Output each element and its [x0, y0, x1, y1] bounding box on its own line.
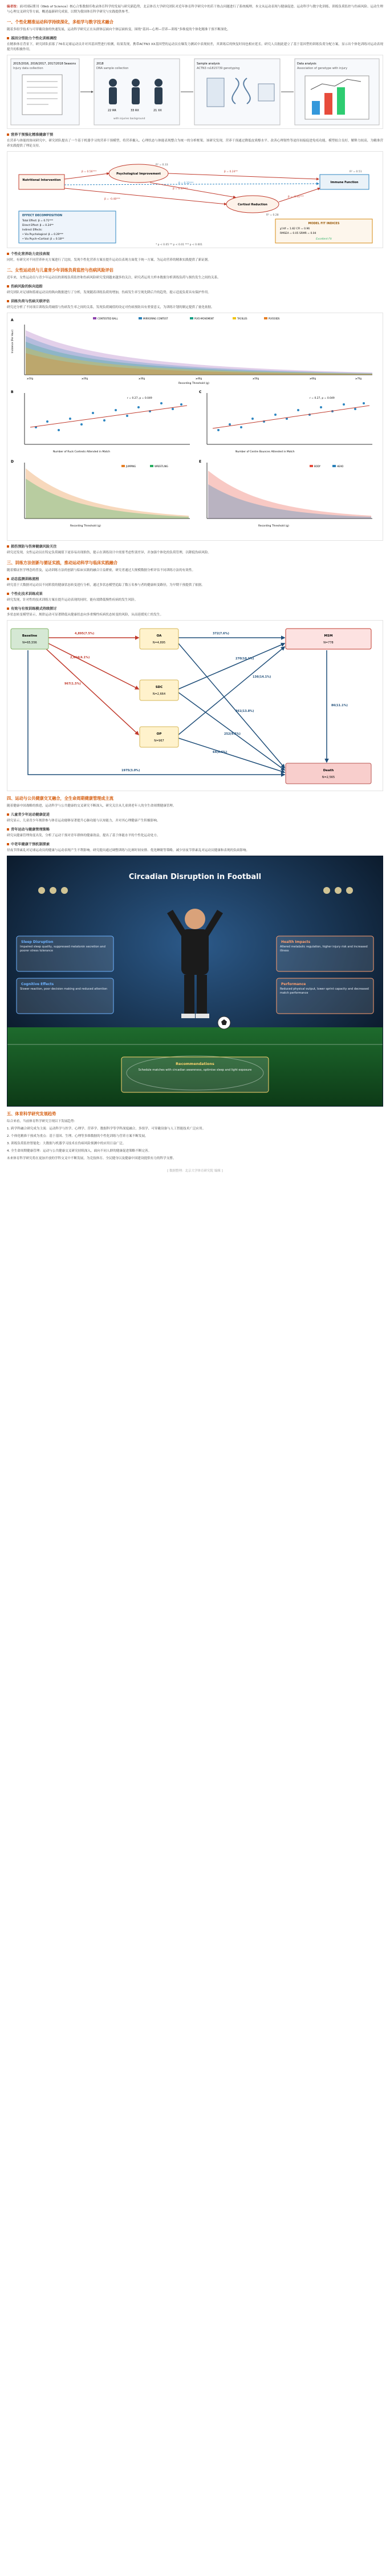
a-tick-2: ≥30g	[139, 377, 145, 380]
d-legend-0: JUMPING	[126, 465, 136, 468]
svg-text:SDC: SDC	[155, 686, 163, 689]
d-legend-1: WRESTLING	[155, 465, 168, 468]
s1-sub3-heading	[7, 251, 383, 256]
with-injury-note: with injuries background	[113, 118, 145, 120]
section-1-intro: 随着多组学技术与可穿戴设备的快速发展，运动科学研究正在从群体层面向个体层面转变，围绕“基因—心理—营养—训练”多维度的个体化精准干预不断深化。	[7, 28, 230, 31]
health-impacts-card: Health Impacts Altered metabolic regulation, higher injury risk and increased illness	[277, 936, 373, 971]
s3-sub2-heading	[7, 591, 383, 596]
fit-title: MODEL FIT INDICES	[308, 222, 340, 225]
bullet-marker	[7, 253, 9, 255]
s1-sub2-heading	[7, 132, 383, 137]
edge-msm-death: 86(11.1%)	[331, 704, 348, 707]
poster-title: Circadian Disruption in Football	[128, 873, 262, 881]
svg-text:PLYO-MOVEMENT: PLYO-MOVEMENT	[194, 317, 214, 320]
s3-p3: 多状态转变模型显示，规律运动可显著降低从健康状态向多重慢性疾病状态转变的风险，从而延缓死亡的发生。	[7, 613, 164, 617]
intro-paragraph	[7, 5, 383, 15]
study-design-figure	[7, 55, 383, 129]
performance-card: Performance Reduced physical output, lower sprint capacity and decreased match performance	[277, 978, 373, 1014]
panel-c-label: C	[199, 390, 202, 394]
s2-p2: 研究还分析了不同项目训练负荷阈值与伤病发生率之间的关系，发现负荷阈值的设定对伤病预防具有重要意义，为训练计划的制定提供了量化依据。	[7, 306, 214, 309]
svg-text:Baseline: Baseline	[22, 634, 38, 638]
s4-sub3-text: 中老年健康干预机制探索	[11, 843, 50, 846]
section-5-intro: 综合来看，当前体育科学研究呈现以下发展趋势：	[7, 1120, 78, 1123]
node-baseline	[11, 629, 48, 649]
s1-sub1-text: 基因分型助力个性化训练调控	[11, 37, 57, 40]
study-design-svg	[7, 55, 383, 128]
intro-lead: 编者按：	[7, 5, 20, 9]
panel-b-stat: r = 0.27, p = 0.049	[127, 397, 152, 400]
path-b: β = 0.24**	[224, 171, 238, 173]
s3-p2: 研究发现，针对性的技术训练方案在提升运动表现的同时，能有效降低慢性疾病的发生风险。	[7, 598, 138, 602]
path-a: β = 0.56***	[82, 171, 97, 173]
svg-text:N=65,556: N=65,556	[22, 641, 37, 645]
edge-op-msm: 136(14.1%)	[253, 675, 271, 679]
node-sdc	[140, 680, 178, 700]
section-5-title: 五、体育科学研究发展趋势	[7, 1111, 56, 1116]
mediation-model-figure	[7, 151, 383, 248]
a-tick-6: ≥70g	[355, 377, 361, 380]
r2-immune: R² = 0.51	[350, 171, 362, 173]
mediation-svg	[7, 152, 383, 248]
group-rx: 33 RX	[131, 109, 139, 112]
bullet-marker	[7, 607, 9, 610]
panel-b-title: 2018	[96, 62, 104, 66]
circadian-poster	[7, 856, 383, 1107]
svg-text:Cognitive Effects: Cognitive Effects	[21, 982, 54, 986]
svg-text:PLYOOIDS: PLYOOIDS	[269, 317, 280, 320]
edge-baseline-oa: 4,895(7.5%)	[75, 632, 95, 635]
s3-sub1-heading	[7, 576, 383, 581]
s1-p1: 在精准体育背景下，研究团队招募了76名足球运动员并对其基因型进行检测，结果发现，携带ACTN3 XX基因型的运动员在爆发力测试中表现较差，其训练后的恢复时间也相应延长。研究人员据此建立了基于基因型的训练负荷分配方案，显示出个体化训练对运动表现提升的积极作用。	[7, 43, 383, 51]
a-tick-4: ≥50g	[253, 377, 259, 380]
s1-sub1-heading	[7, 35, 383, 40]
panel-d-label: D	[11, 460, 14, 464]
effect-3: • Via Psychological: β = 0.29***	[22, 233, 64, 236]
panel-b-sub: DNA sample collection	[96, 67, 129, 70]
s4-p3: 昼夜节律紊乱对足球运动员的健康与运动表现产生不利影响。研究提出通过调整训练与比赛时间安排、优化睡眠等策略，减少昼夜节律紊乱对运动员健康和表现的负面影响。	[7, 849, 250, 852]
fit-1: RMSEA = 0.05 SRMR = 0.04	[280, 232, 316, 235]
intro-text: 面对国际期刊《Web of Science》核心合集数据库收录体育科学的发展与研究新趋势，北京体育大学研究团队对近年体育科学研究中的若干热点问题进行了系统梳理。本文从运动表现与健康促进、运动科学与数字化训练、训练负荷监控与伤病风险、运动生理与心理交叉研究等方面，概述最新研究成果，以期为我国体育科学研究与实践提供参考。	[7, 5, 383, 14]
fit-0: χ²/df = 1.82 CFI = 0.96	[280, 228, 310, 230]
cognitive-effects-card: Cognitive Effects Slower reaction, poor decision making and reduced attention	[17, 978, 113, 1014]
r2-cortisol: R² = 0.28	[266, 214, 279, 217]
panel-c-title: Sample analysis	[197, 62, 220, 66]
group-rr: 22 RR	[108, 109, 116, 112]
panel-c-sub: ACTN3 rs1815739 genotyping	[197, 67, 240, 70]
s2-sub2-text: 训练负荷与伤病关联评估	[11, 299, 50, 303]
a-tick-0: ≥10g	[27, 377, 33, 380]
svg-text:CONTESTED BALL: CONTESTED BALL	[98, 317, 118, 320]
significance-legend: * p < 0.05 ** p < 0.01 *** p < 0.001	[156, 244, 203, 246]
circadian-svg	[7, 856, 383, 1106]
path-e: β = 0.32***	[178, 182, 194, 185]
panel-c-stat: r = 0.27, p = 0.049	[310, 397, 335, 400]
svg-text:Recommendations: Recommendations	[176, 1062, 214, 1066]
bullet-marker	[7, 813, 9, 816]
cortisol-label: Cortisol Reduction	[238, 203, 267, 206]
a-tick-3: ≥40g	[196, 377, 202, 380]
load-injury-figure	[7, 313, 383, 541]
panel-e-xlabel: Recording Threshold (g)	[258, 525, 289, 528]
bullet-marker	[7, 545, 9, 548]
s2-p1: 研究团队对足球和篮球运动员的纵向数据进行了分析，发现随着训练负荷的增加，伤病发生率呈现先降后升的趋势，提示适度负荷具有保护作用。	[7, 291, 212, 294]
svg-text:N=967: N=967	[154, 739, 164, 743]
bullet-marker	[7, 285, 9, 287]
s2-p3: 研究还发现，女性运动员在特定负荷阈值下更容易出现损伤，提示在训练设计中需要考虑性别差异，并加强个体化的负荷管理，以降低伤病风险。	[7, 551, 212, 554]
edge-op-death: 64(6.6%)	[213, 751, 228, 754]
svg-text:MIRRORING CONTEST: MIRRORING CONTEST	[143, 317, 168, 320]
s3-sub2-text: 个性化技术训练成果	[11, 592, 43, 596]
s2-sub3-text: 损伤预防与伤害健康风险关注	[11, 545, 57, 549]
panel-a-xlabel: Recording Threshold (g)	[178, 382, 209, 385]
svg-text:Death: Death	[323, 769, 334, 772]
panel-b-trend	[30, 406, 187, 427]
panel-c-trend	[213, 406, 369, 428]
s2-sub1-text: 伤病风险的纵向追踪	[11, 285, 43, 289]
edge-baseline-sdc: 2,664(4.1%)	[70, 656, 90, 659]
node-death	[286, 763, 371, 784]
s3-sub3-text: 有效与有效训练模式持续探讨	[11, 607, 57, 611]
trend-item-4: 4. 全生命周期健康管理：运动与公共健康交叉研究持续深入，面向不同人群的健康促进策略不断完善。	[7, 1149, 152, 1153]
svg-text:Sleep Disruption: Sleep Disruption	[21, 940, 54, 944]
panel-a-curves	[26, 330, 372, 375]
s1-sub2-text: 营养干预强化精准健康干预	[11, 133, 54, 137]
bullet-marker	[7, 133, 9, 136]
effect-title: EFFECT DECOMPOSITION	[22, 214, 63, 217]
panel-b-xlabel: Number of Ruck Contests Attended in Match	[53, 451, 111, 453]
panel-a-title: 2015/2016, 2016/2017, 2017/2018 Seasons	[13, 62, 76, 66]
node-op	[140, 727, 178, 747]
a-tick-5: ≥60g	[310, 377, 316, 380]
footer-credit: [ 数据整理：北京大学体育研究院 编辑 ]	[167, 1169, 223, 1173]
s2-sub1-heading	[7, 283, 383, 289]
edge-baseline-op: 967(1.5%)	[64, 682, 81, 686]
s2-sub3-heading	[7, 544, 383, 549]
s4-p1: 研究显示，儿童青少年规律参与体育运动能够显著提升心肺功能与认知能力，并对其心理健康产生积极影响。	[7, 819, 160, 823]
e-legend-0: BODY	[314, 465, 321, 468]
section-1-title: 一、个性化精准运动科学持续深化，多组学与数字技术融合	[7, 19, 113, 25]
panel-d-xlabel: Recording Threshold (g)	[70, 525, 101, 528]
section-4-title: 四、运动与公共健康交叉融合，全生命周期健康管理成主流	[7, 796, 113, 801]
edge-sdc-death: 252(9.5%)	[224, 732, 241, 736]
s4-sub3-heading	[7, 841, 383, 846]
svg-text:N=2,664: N=2,664	[152, 692, 166, 696]
football-ball-icon	[218, 1016, 230, 1029]
effect-2: Indirect Effects:	[22, 229, 43, 232]
article	[0, 0, 390, 1178]
load-injury-svg	[7, 313, 383, 540]
bullet-marker	[7, 300, 9, 302]
path-c: β = -0.48***	[104, 198, 120, 201]
section-5-outro: 未来体育科学研究将在更加开放的学科交叉中不断发展，为竞技体育、全民健身以及健康中国建设提供有力的科学支撑。	[7, 1157, 176, 1160]
panel-a-label: A	[11, 318, 14, 322]
svg-text:TACKLES: TACKLES	[237, 317, 247, 320]
s1-p2: 在营养与体能的协同研究中，研究团队提出了一个基于机器学习的营养干预模型，将营养摄入、心理状态与体能表现整合为统一的分析框架。该研究发现，营养干预通过降低皮质醇水平、改善心理韧性等途径间接促进免疫功能，模型拟合良好，解释力较高，为精准营养实践提供了理论支持。	[7, 139, 383, 148]
nutrition-label: Nutritional Intervention	[22, 179, 61, 182]
trend-item-2: 2. 个体化精准干预成为重点：基于基因、生理、心理等多维数据的个性化训练与营养方案不断发展。	[7, 1135, 148, 1138]
s4-sub1-heading	[7, 812, 383, 817]
bullet-marker	[7, 37, 9, 39]
path-f: β = -0.41***	[288, 196, 304, 199]
panel-a-legend	[93, 317, 280, 320]
bullet-marker	[7, 843, 9, 845]
svg-text:N=4,895: N=4,895	[152, 641, 166, 645]
edge-sdc-msm: 270(10.1%)	[235, 657, 254, 661]
data-chart-icon	[305, 76, 369, 119]
s4-sub2-heading	[7, 827, 383, 832]
svg-text:OP: OP	[156, 732, 162, 736]
effect-1: Direct Effect: β = 0.24**	[22, 224, 54, 227]
panel-d-sub: Association of genotype with injury	[297, 67, 348, 70]
trend-item-1: 1. 跨学科融合研究成为主流：运动科学与医学、心理学、营养学、数据科学等学科深度融合，多组学、可穿戴设备与人工智能技术广泛应用。	[7, 1127, 206, 1131]
panel-b-label: B	[11, 390, 14, 394]
svg-text:N=2,565: N=2,565	[322, 776, 335, 779]
edge-baseline-death: 1975(3.0%)	[121, 769, 140, 772]
svg-text:Health Impacts: Health Impacts	[281, 940, 311, 944]
effect-0: Total Effect: β = 0.71***	[22, 220, 54, 222]
node-msm	[286, 629, 371, 649]
group-xx: 21 XX	[153, 109, 162, 112]
s2-sub2-heading	[7, 298, 383, 303]
svg-text:Performance: Performance	[281, 982, 306, 986]
panel-d-title: Data analysis	[297, 62, 316, 66]
svg-text:N=778: N=778	[323, 641, 334, 645]
bullet-marker	[7, 578, 9, 580]
bullet-marker	[7, 593, 9, 595]
s1-sub3-text: 个性化营养助力竞技表现	[11, 252, 50, 256]
svg-text:OA: OA	[156, 634, 162, 638]
trend-item-3: 3. 训练负荷监控智能化：大数据与机器学习技术在伤病风险预测中的应用日益广泛。	[7, 1142, 126, 1145]
panel-a-sub: Injury data collection	[13, 67, 43, 70]
svg-text:MSM: MSM	[324, 634, 333, 638]
panel-e-label: E	[199, 460, 202, 464]
s3-p1: 研究基于大数据对运动员不同阶段的健康状态转变进行分析，通过多状态模型追踪了数万名参与者的健康转变路径，为早期干预提供了依据。	[7, 584, 205, 587]
node-oa	[140, 629, 178, 649]
injury-report-icon	[22, 75, 62, 115]
transition-svg	[7, 621, 383, 791]
panel-d-wrestling	[26, 479, 189, 519]
edge-oa-msm: 372(7.6%)	[213, 632, 229, 635]
panel-a-ylabel: Incidence (Per Hour)	[11, 330, 14, 353]
section-2-title: 二、女性运动员与儿童青少年训练负荷监控与伤病风险评估	[7, 268, 113, 273]
s4-p2: 研究从健康管理角度出发，分析了运动干预对青年群体的健康效益，提出了基于体能水平的个性化运动处方。	[7, 834, 160, 837]
e-legend-1: HEAD	[337, 465, 344, 468]
psych-label: Psychological Improvement	[116, 172, 161, 176]
section-2-intro: 近年来，女性运动员与青少年运动员的训练负荷监控和伤病风险研究受到越来越多的关注，研究者运用大样本数据分析训练负荷与损伤发生之间的关系。	[7, 276, 221, 280]
a-tick-1: ≥20g	[82, 377, 88, 380]
panel-c-xlabel: Number of Centre Bounces Attended in Match	[235, 451, 295, 453]
s4-sub2-text: 青年运动与健康管理策略	[11, 828, 50, 832]
recommendations-card: Recommendations Schedule matches with circadian awareness, optimise sleep and light exposure	[121, 1057, 269, 1092]
immune-label: Immune Function	[330, 181, 359, 184]
s3-sub1-text: 动态监测训练流程	[11, 577, 39, 581]
nutrition-node	[19, 175, 64, 189]
transition-diagram-figure	[7, 620, 383, 791]
effect-4: • Via Psych→Cortisol: β = 0.18**	[22, 238, 64, 241]
section-3-title: 三、训练方法创新与循证实践，推动运动科学与临床实践融合	[7, 560, 118, 565]
s4-sub1-text: 儿童青少年运动健康促进	[11, 813, 50, 817]
section-4-intro: 随着健康中国战略的推进，运动科学与公共健康的交叉研究不断深入，研究关注从儿童到老年人的全生命周期健康管理。	[7, 804, 176, 808]
edge-oa-death: 361(13.8%)	[235, 710, 254, 713]
s1-p3: 同时，有研究对不同营养补充方案进行了比较，发现个性化营养方案在提升运动员表现方面优于统一方案，为运动营养的精准实践提供了新证据。	[7, 258, 212, 262]
section-3-intro: 随着循证医学理念的普及，运动训练方法的创新与临床实践的融合日益紧密，研究者通过大规模数据分析评估不同训练方法的有效性。	[7, 569, 196, 572]
bullet-marker	[7, 828, 9, 831]
sleep-disruption-card: Sleep Disruption Impaired sleep quality, suppressed melatonin secretion and poorer stress tolerance	[17, 936, 113, 971]
fit-note: Excellent Fit	[316, 238, 332, 241]
s3-sub3-heading	[7, 606, 383, 611]
r2-psych: R² = 0.33	[156, 164, 168, 167]
path-d: β = 0.37***	[173, 188, 188, 191]
